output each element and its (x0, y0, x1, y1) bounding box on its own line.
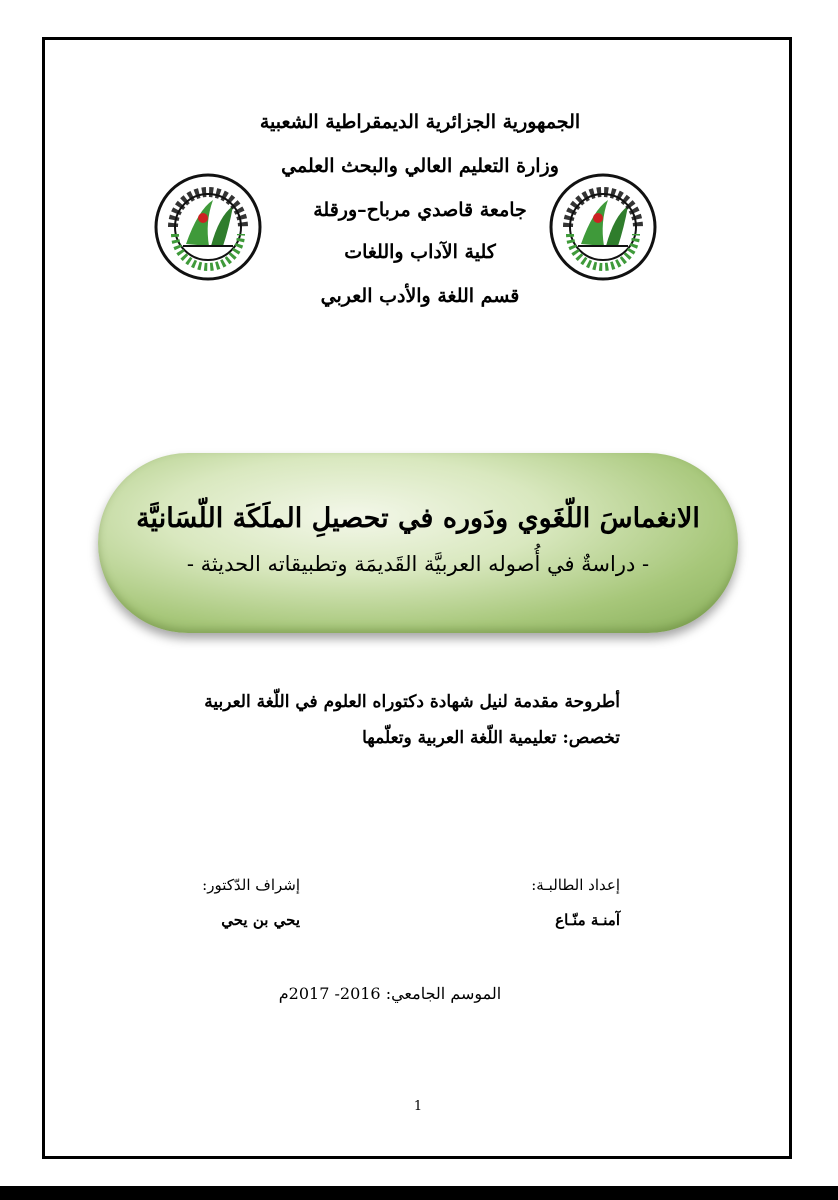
thesis-title: الانغماسَ اللّغَوي ودَوره في تحصيلِ الملَكَة اللّسَانيَّة (136, 503, 700, 534)
student-name: آمنـة منّـاع (555, 911, 620, 929)
republic-name: الجمهورية الجزائرية الديمقراطية الشعبية (259, 111, 581, 133)
university-logo-right (548, 172, 658, 282)
thesis-title-box (98, 453, 738, 633)
department-name: قسم اللغة والأدب العربي (320, 285, 520, 307)
ministry-name: وزارة التعليم العالي والبحث العلمي (281, 155, 559, 177)
degree-statement: أطروحة مقدمة لنيل شهادة دكتوراه العلوم في اللّغة العربية (204, 692, 620, 712)
faculty-name: كلية الآداب واللغات (344, 241, 496, 263)
supervisor-name: يحي بن يحي (221, 911, 300, 929)
university-name: جامعة قاصدي مرباح–ورقلة (313, 199, 527, 221)
academic-year: الموسم الجامعي: 2016- 2017م (278, 984, 502, 1003)
university-logo-left (153, 172, 263, 282)
prepared-by-label: إعداد الطالبـة: (531, 876, 620, 894)
specialization: تخصص: تعليمية اللّغة العربية وتعلّمها (362, 728, 620, 748)
thesis-subtitle: - دراسةٌ في أُصوله العربيَّة القَديمَة وتطبيقاته الحديثة - (186, 552, 650, 576)
thesis-description (170, 690, 620, 762)
bottom-bar (0, 1186, 838, 1200)
page-number: 1 (413, 1099, 423, 1114)
supervisor-label: إشراف الدّكتور: (202, 876, 300, 894)
